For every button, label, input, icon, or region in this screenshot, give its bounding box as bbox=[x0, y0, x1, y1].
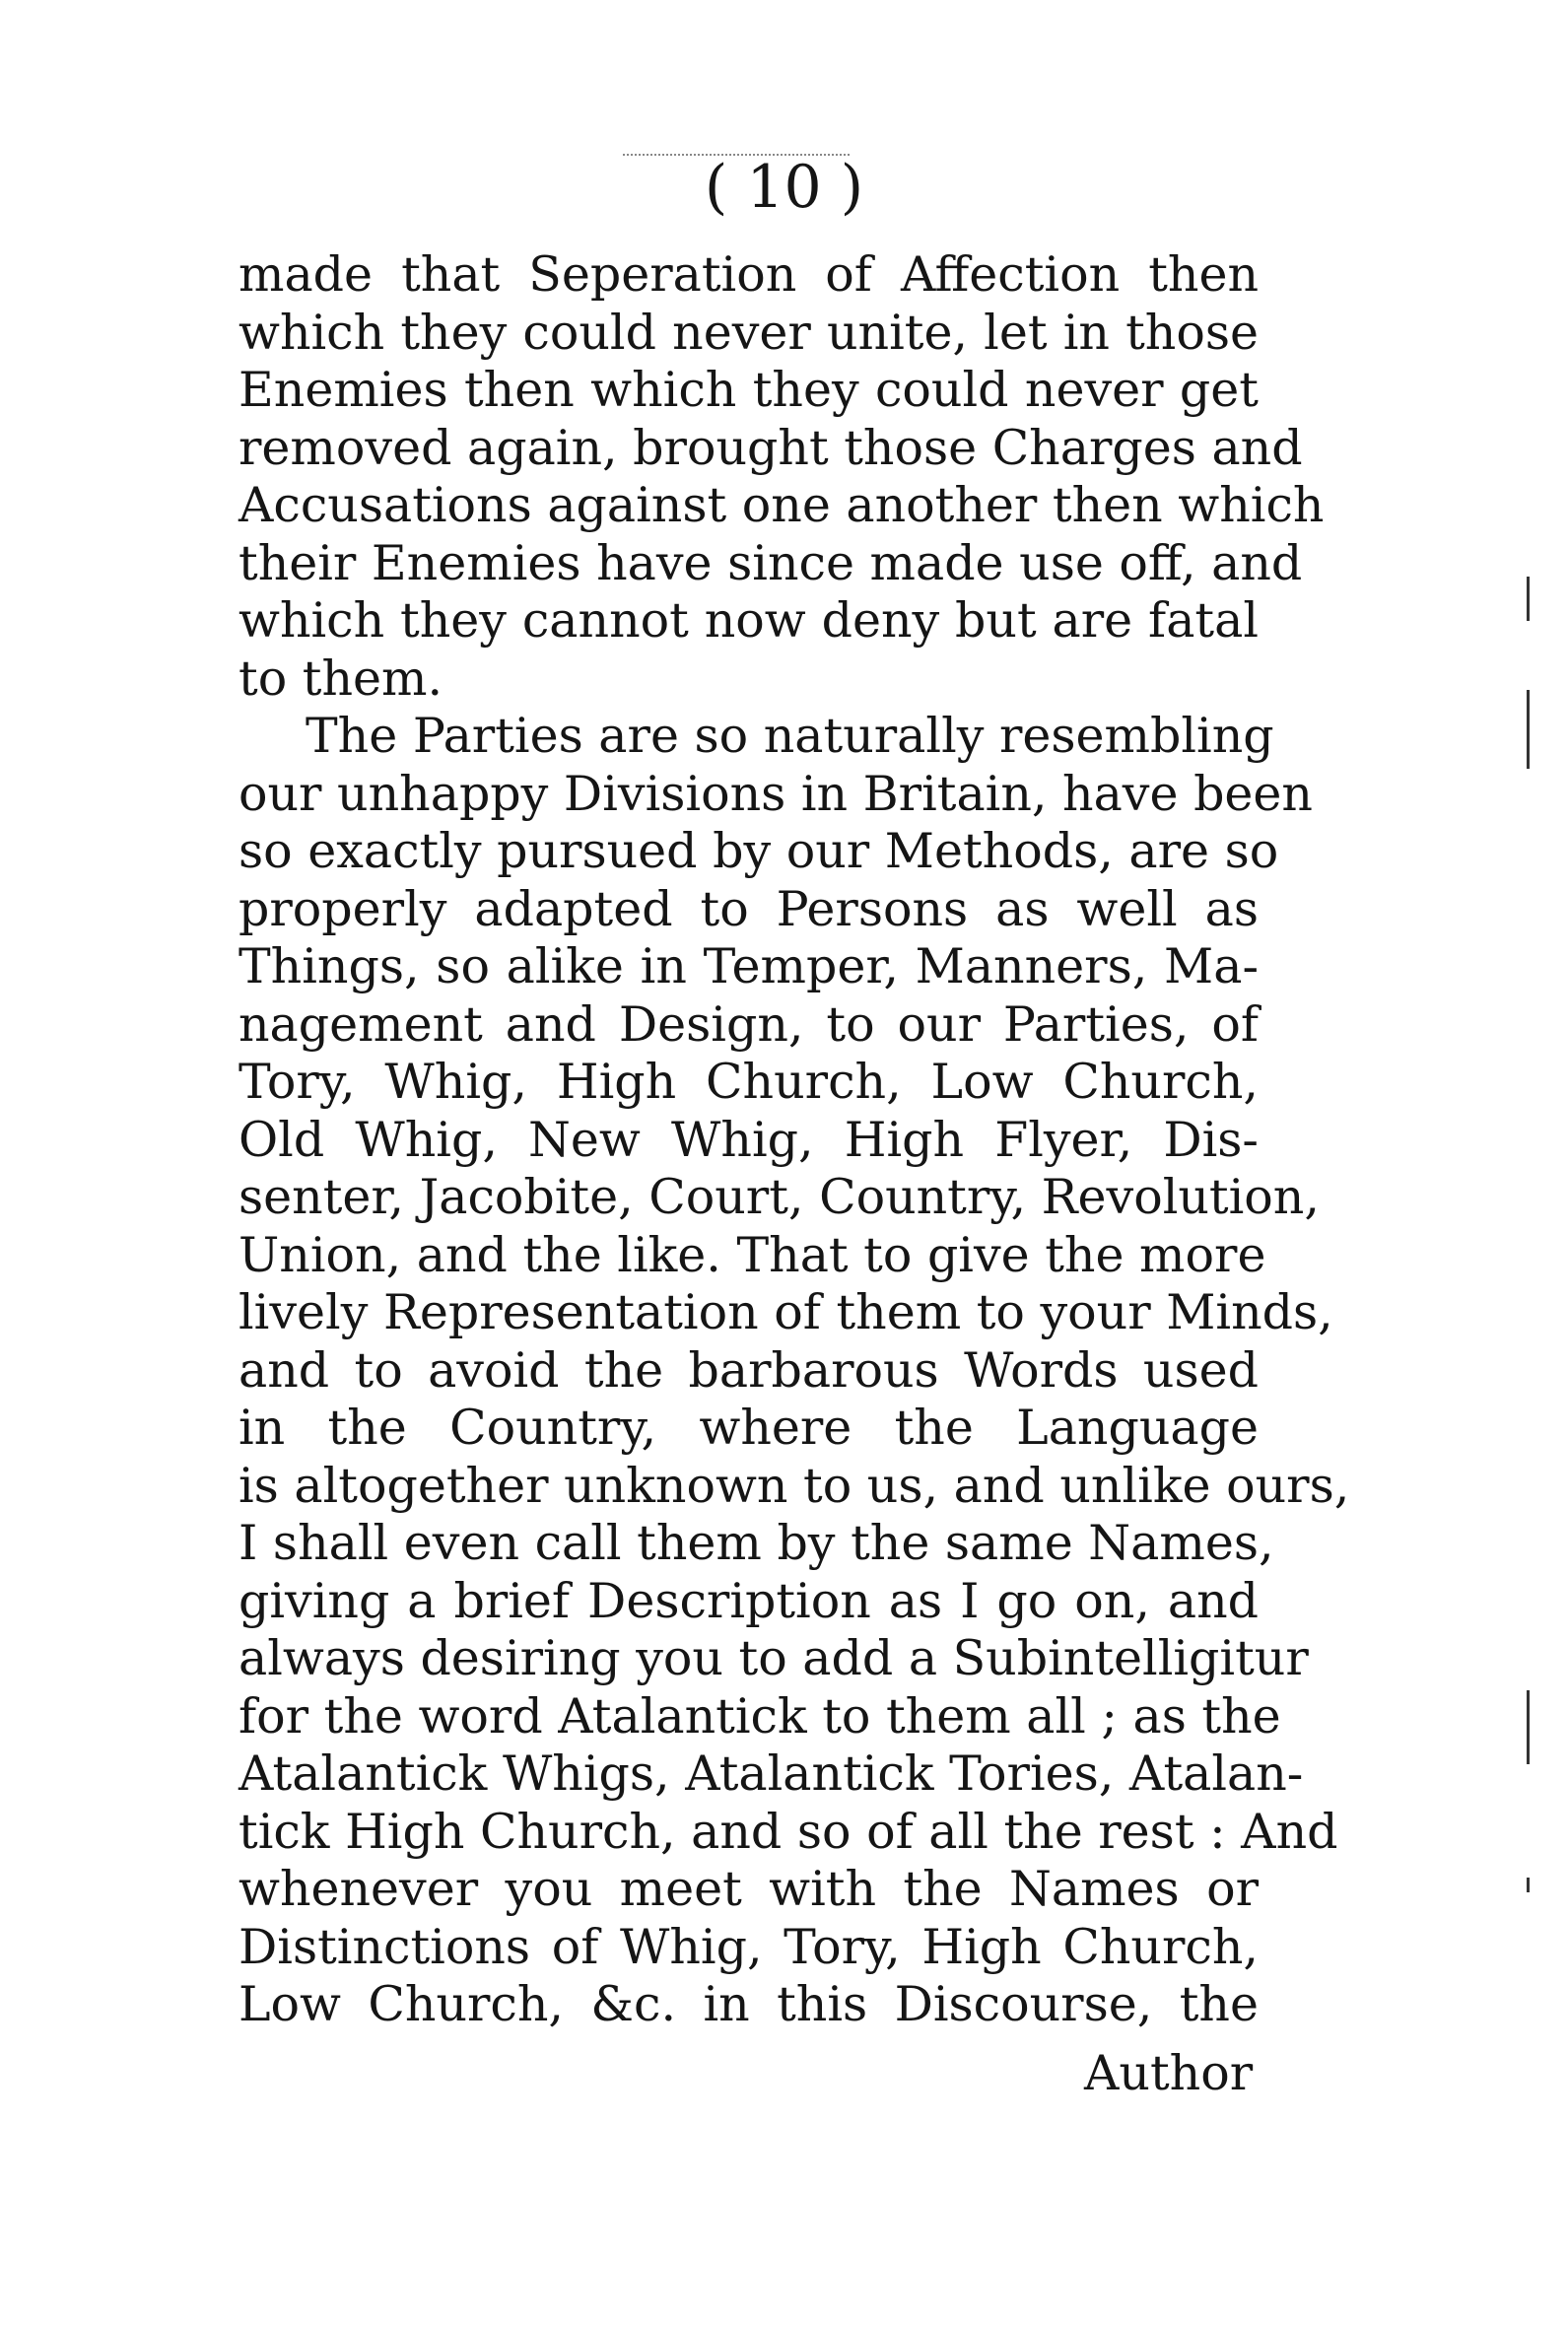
text-line: whenever you meet with the Names or bbox=[239, 1861, 1259, 1917]
text-line: The Parties are so naturally resembling bbox=[306, 708, 1274, 764]
ink-smudge bbox=[623, 154, 850, 166]
text-line: their Enemies have since made use off, and bbox=[239, 534, 1303, 591]
text-line: lively Representation of them to your Minds, bbox=[239, 1284, 1333, 1340]
body-text bbox=[239, 246, 1350, 2034]
margin-mark bbox=[1527, 577, 1530, 621]
text-line: made that Seperation of Affection then bbox=[239, 246, 1259, 303]
page-number bbox=[0, 148, 1568, 227]
catchword: Author bbox=[1084, 2045, 1254, 2101]
text-line: is altogether unknown to us, and unlike ours, bbox=[239, 1457, 1350, 1514]
margin-mark bbox=[1527, 1878, 1530, 1892]
text-line: tick High Church, and so of all the rest : And bbox=[239, 1803, 1338, 1860]
text-line: Accusations against one another then which bbox=[239, 477, 1325, 533]
text-line: Union, and the like. That to give the more bbox=[239, 1226, 1266, 1283]
text-line: and to avoid the barbarous Words used bbox=[239, 1341, 1259, 1399]
text-line: Enemies then which they could never get bbox=[239, 362, 1259, 418]
text-line: Things, so alike in Temper, Manners, Ma- bbox=[239, 938, 1259, 994]
text-line: senter, Jacobite, Court, Country, Revolution, bbox=[239, 1169, 1320, 1225]
text-line: Tory, Whig, High Church, Low Church, bbox=[239, 1054, 1259, 1110]
text-line: Old Whig, New Whig, High Flyer, Dis- bbox=[239, 1111, 1259, 1168]
text-line: our unhappy Divisions in Britain, have been bbox=[239, 765, 1313, 822]
text-line: always desiring you to add a Subintelligitur bbox=[239, 1630, 1309, 1686]
margin-mark bbox=[1527, 690, 1530, 769]
text-line: I shall even call them by the same Names, bbox=[239, 1515, 1274, 1571]
text-line: in the Country, where the Language bbox=[239, 1400, 1259, 1456]
text-line: removed again, brought those Charges and bbox=[239, 419, 1303, 476]
text-line: so exactly pursued by our Methods, are so bbox=[239, 823, 1279, 879]
text-line: which they cannot now deny but are fatal bbox=[239, 592, 1259, 649]
text-line: to them. bbox=[239, 650, 443, 707]
margin-mark bbox=[1527, 1690, 1530, 1764]
text-line: for the word Atalantick to them all ; as the bbox=[239, 1687, 1281, 1744]
text-line: Distinctions of Whig, Tory, High Church, bbox=[239, 1918, 1259, 1975]
text-line: nagement and Design, to our Parties, of bbox=[239, 995, 1259, 1053]
page-number-text: ( 10 ) bbox=[704, 153, 864, 222]
text-line: Atalantick Whigs, Atalantick Tories, Atalan- bbox=[239, 1745, 1304, 1802]
text-line: giving a brief Description as I go on, and bbox=[239, 1572, 1259, 1629]
text-line: properly adapted to Persons as well as bbox=[239, 880, 1259, 937]
text-line: Low Church, &c. in this Discourse, the bbox=[239, 1976, 1259, 2032]
text-line: which they could never unite, let in those bbox=[239, 304, 1259, 361]
